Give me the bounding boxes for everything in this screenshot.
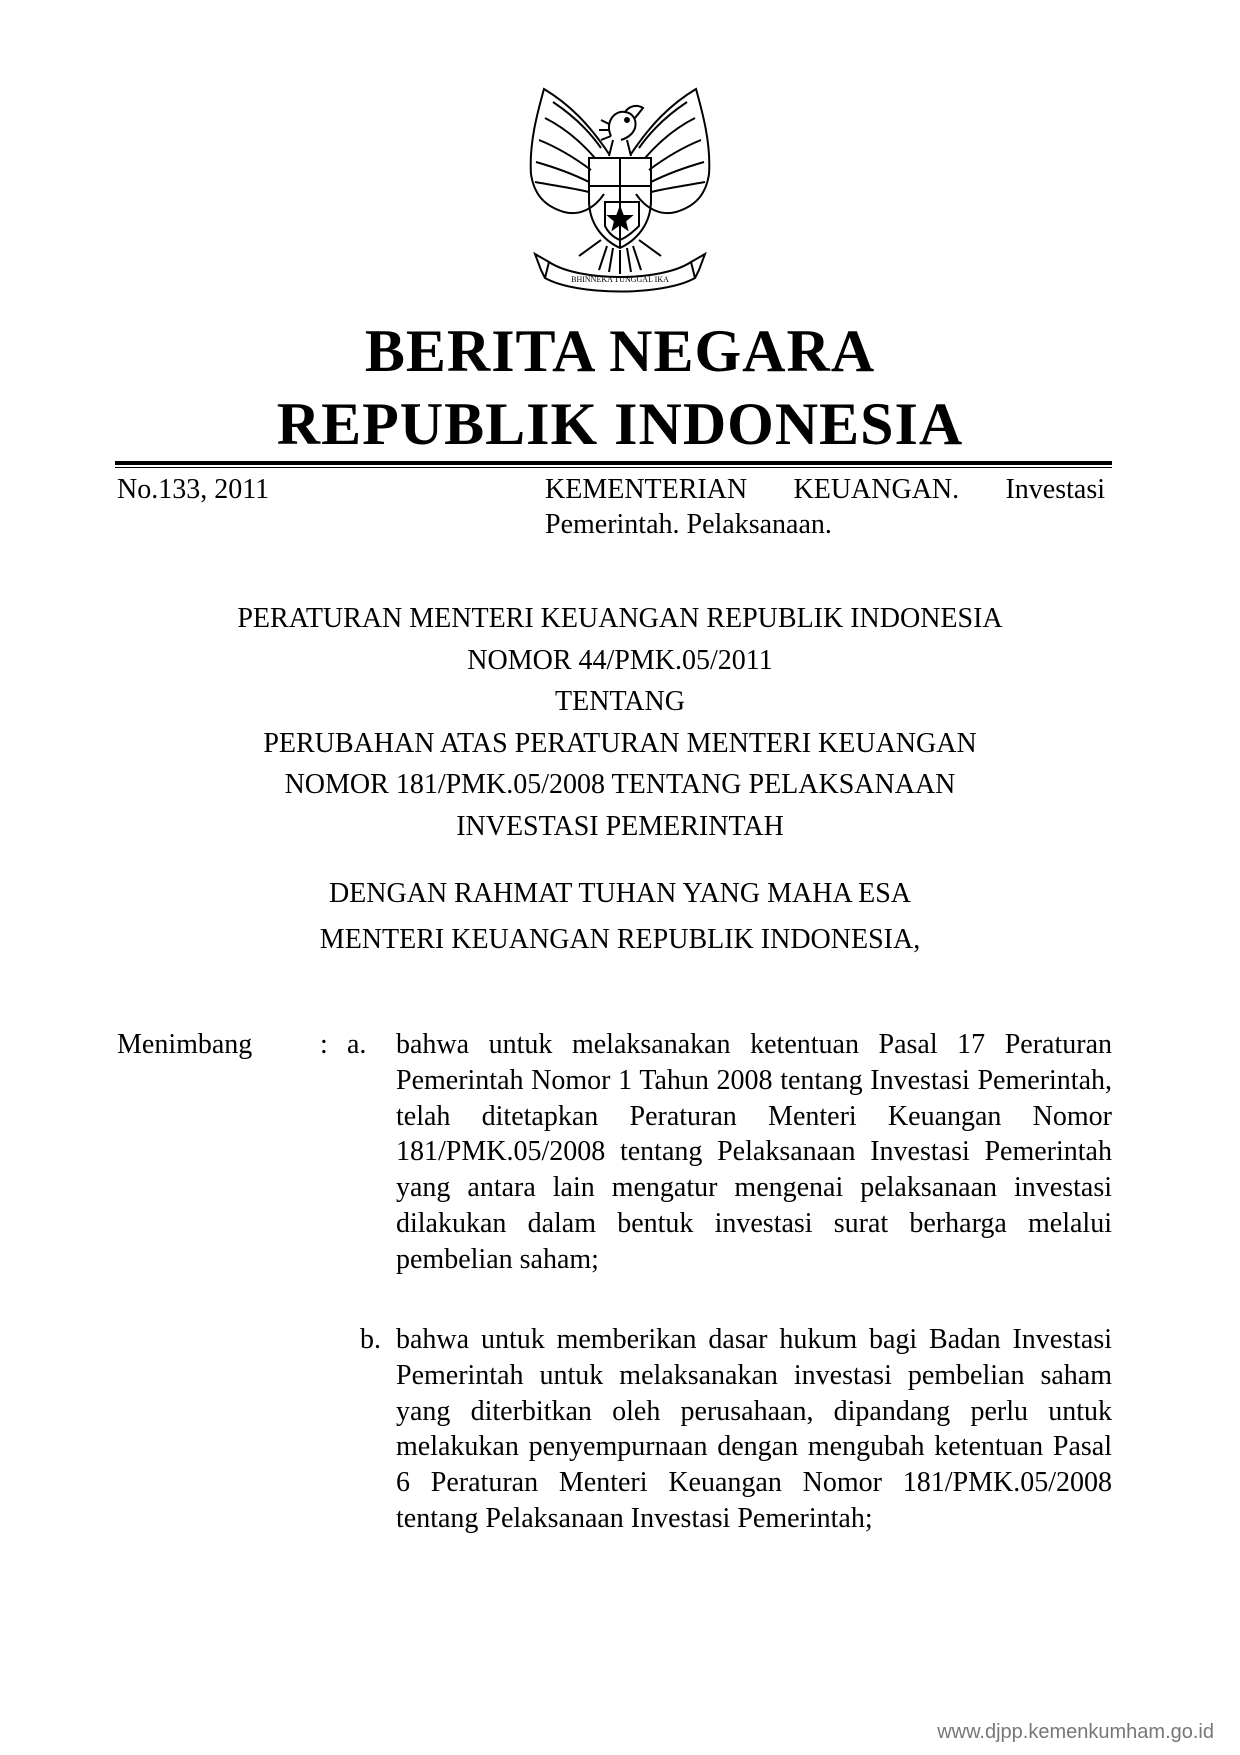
preamble — [0, 871, 1240, 963]
preamble-line: DENGAN RAHMAT TUHAN YANG MAHA ESA — [328, 878, 912, 909]
item-marker-a: a. — [347, 1029, 367, 1060]
issue-number: No.133, 2011 — [117, 474, 270, 505]
considering-colon: : — [320, 1029, 328, 1060]
title-line: PERUBAHAN ATAS PERATURAN MENTERI KEUANGAN — [263, 727, 977, 759]
emblem-motto: BHINNEKA TUNGGAL IKA — [571, 275, 669, 284]
masthead-line-2: REPUBLIK INDONESIA — [276, 391, 964, 457]
considering-label: Menimbang — [117, 1029, 253, 1060]
masthead-rule-thick — [115, 461, 1112, 465]
preamble-line: MENTERI KEUANGAN REPUBLIK INDONESIA, — [319, 924, 921, 955]
title-line: PERATURAN MENTERI KEUANGAN REPUBLIK INDONESIA — [237, 603, 1003, 634]
title-line: NOMOR 181/PMK.05/2008 TENTANG PELAKSANAAN — [284, 769, 956, 800]
issue-topic: KEMENTERIAN KEUANGAN. Investasi Pemerintah. Pelaksanaan. — [545, 474, 1105, 540]
item-marker-b: b. — [360, 1324, 381, 1355]
title-line: TENTANG — [555, 686, 685, 717]
garuda-pancasila-emblem-icon — [509, 84, 731, 298]
regulation-title — [0, 598, 1240, 847]
footer-url: www.djpp.kemenkumham.go.id — [937, 1721, 1214, 1743]
title-line: INVESTASI PEMERINTAH — [456, 810, 784, 842]
considering-item-b: bahwa untuk memberikan dasar hukum bagi Badan Investasi Pemerintah untuk melaksanakan investasi pembelian saham yang diterbitkan oleh perusahaan, dipandang perlu untuk melakukan penyempurnaan dengan mengubah ketentuan Pasal 6 Peraturan Menteri Keuangan Nomor 181/PMK.05/2008 tentang Pelaksanaan Investasi Pemerintah; — [396, 1324, 1112, 1534]
title-line: NOMOR 44/PMK.05/2011 — [467, 644, 773, 676]
considering-item-a: bahwa untuk melaksanakan ketentuan Pasal 17 Peraturan Pemerintah Nomor 1 Tahun 2008 tentang Investasi Pemerintah, telah ditetapkan Peraturan Menteri Keuangan Nomor 181/PMK.05/2008 tentang Pelaksanaan Investasi Pemerintah yang antara lain mengatur mengenai pelaksanaan investasi dilakukan dalam bentuk investasi surat berharga melalui pembelian saham; — [396, 1029, 1112, 1275]
masthead-line-1: BERITA NEGARA — [364, 318, 876, 384]
masthead-rule-thin — [115, 467, 1112, 468]
